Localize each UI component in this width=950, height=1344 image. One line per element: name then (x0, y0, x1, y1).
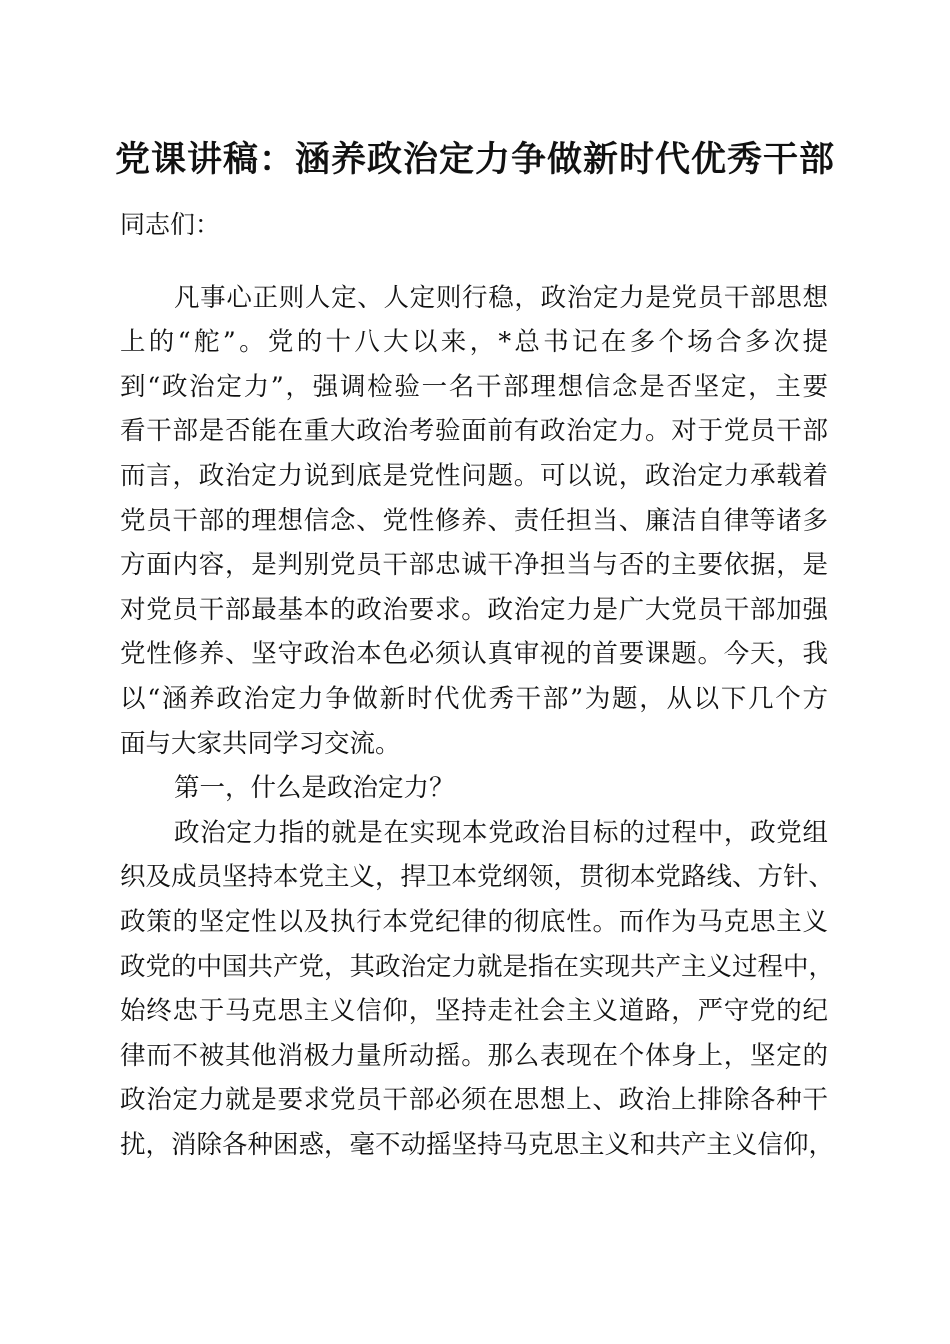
text-line: 始终忠于马克思主义信仰，坚持走社会主义道路，严守党的纪 (120, 996, 828, 1027)
text-line: 扰，消除各种困惑，毫不动摇坚持马克思主义和共产主义信仰， (120, 1129, 835, 1160)
text-line: 政治定力指的就是在实现本党政治目标的过程中，政党组 (174, 817, 828, 848)
section-heading: 第一，什么是政治定力？ (174, 773, 455, 804)
text-line: 上的“舵”。党的十八大以来，*总书记在多个场合多次提 (120, 327, 828, 358)
text-line: 而言，政治定力说到底是党性问题。可以说，政治定力承载着 (120, 461, 828, 492)
greeting: 同志们： (120, 210, 221, 239)
text-line: 看干部是否能在重大政治考验面前有政治定力。对于党员干部 (120, 416, 828, 447)
text-line: 到“政治定力”，强调检验一名干部理想信念是否坚定，主要 (120, 371, 828, 402)
text-line: 对党员干部最基本的政治要求。政治定力是广大党员干部加强 (120, 594, 828, 625)
text-line: 政党的中国共产党，其政治定力就是指在实现共产主义过程中， (120, 951, 835, 982)
text-line: 方面内容，是判别党员干部忠诚干净担当与否的主要依据，是 (120, 550, 828, 581)
text-line: 政治定力就是要求党员干部必须在思想上、政治上排除各种干 (120, 1085, 828, 1116)
text-line: 面与大家共同学习交流。 (120, 728, 401, 759)
text-line: 织及成员坚持本党主义，捍卫本党纲领，贯彻本党路线、方针、 (120, 862, 835, 893)
text-line: 党员干部的理想信念、党性修养、责任担当、廉洁自律等诸多 (120, 505, 828, 536)
text-line: 凡事心正则人定、人定则行稳，政治定力是党员干部思想 (174, 282, 828, 313)
document-title: 党课讲稿：涵养政治定力争做新时代优秀干部 (114, 139, 835, 180)
text-line: 党性修养、坚守政治本色必须认真审视的首要课题。今天，我 (120, 639, 828, 670)
text-line: 以“涵养政治定力争做新时代优秀干部”为题，从以下几个方 (120, 684, 828, 715)
text-line: 政策的坚定性以及执行本党纪律的彻底性。而作为马克思主义 (120, 907, 828, 937)
document-body (120, 276, 835, 1168)
text-line: 律而不被其他消极力量所动摇。那么表现在个体身上，坚定的 (120, 1040, 828, 1071)
